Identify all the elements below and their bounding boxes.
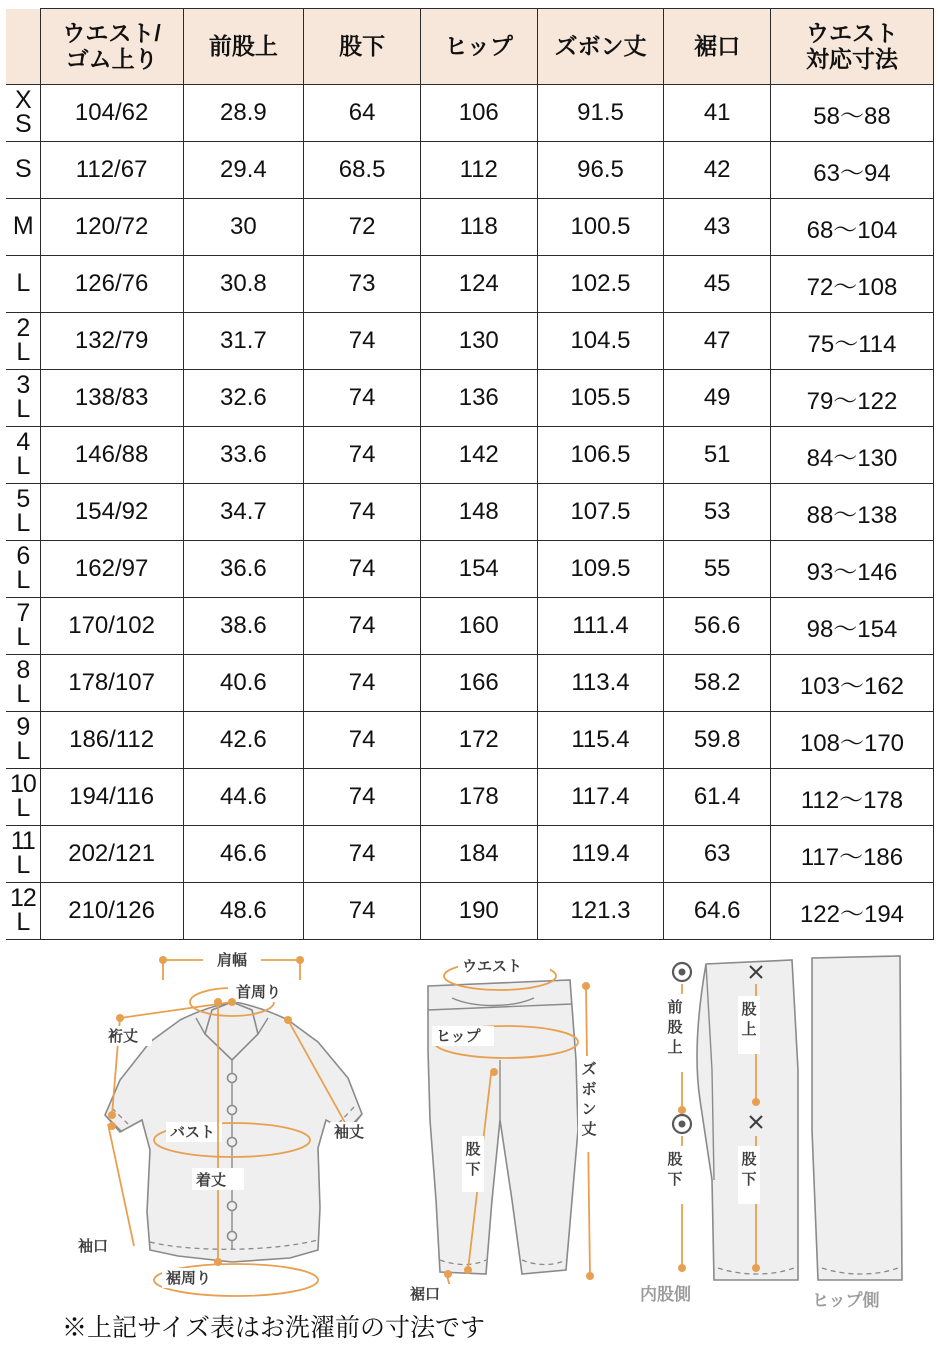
label-front-inseam-2: 下 xyxy=(667,1171,683,1188)
cell-corresponding-waist: 93〜146 xyxy=(770,541,933,598)
size-label-line: S xyxy=(15,110,31,138)
cell-waist: 146/88 xyxy=(40,427,183,484)
table-row xyxy=(6,313,934,370)
crotch-figure xyxy=(640,956,902,1310)
cell-pants-length: 119.4 xyxy=(537,826,664,883)
cell-hem: 63 xyxy=(664,826,771,883)
table-row xyxy=(6,712,934,769)
cell-pants-length: 102.5 xyxy=(537,256,664,313)
column-header-front-rise xyxy=(183,9,304,85)
cell-front-rise: 30 xyxy=(183,199,304,256)
cell-front-rise: 36.6 xyxy=(183,541,304,598)
cell-inseam: 74 xyxy=(304,313,421,370)
label-pants-waist: ウエスト xyxy=(462,958,523,975)
size-label-cell xyxy=(6,85,40,142)
cell-waist: 202/121 xyxy=(40,826,183,883)
cell-hem: 58.2 xyxy=(664,655,771,712)
table-row xyxy=(6,370,934,427)
cell-corresponding-waist: 84〜130 xyxy=(770,427,933,484)
table-row xyxy=(6,883,934,940)
cell-corresponding-waist: 68〜104 xyxy=(770,199,933,256)
header-line: ヒップ xyxy=(444,32,513,59)
table-row xyxy=(6,256,934,313)
label-body-length: 着丈 xyxy=(196,1172,227,1189)
cell-waist: 162/97 xyxy=(40,541,183,598)
column-header-waist xyxy=(40,9,183,85)
cell-front-rise: 42.6 xyxy=(183,712,304,769)
size-label-line: 7 xyxy=(16,599,30,628)
cell-pants-length: 113.4 xyxy=(537,655,664,712)
cell-front-rise: 48.6 xyxy=(183,883,304,940)
size-label-line: 3 xyxy=(16,371,30,400)
cell-hip: 190 xyxy=(420,883,537,940)
label-pants-length-4: 丈 xyxy=(581,1121,597,1138)
cell-inseam: 68.5 xyxy=(304,142,421,199)
cell-pants-length: 106.5 xyxy=(537,427,664,484)
cell-inseam: 73 xyxy=(304,256,421,313)
label-cuff: 袖口 xyxy=(78,1238,109,1255)
cell-hip: 112 xyxy=(420,142,537,199)
size-label-line: 2 xyxy=(16,314,30,343)
size-label-line: X xyxy=(15,86,31,115)
figures-svg xyxy=(0,950,940,1350)
cell-corresponding-waist: 88〜138 xyxy=(770,484,933,541)
header-line: 前股上 xyxy=(208,32,278,59)
cell-inseam: 74 xyxy=(304,655,421,712)
cell-hem: 41 xyxy=(664,85,771,142)
table-row xyxy=(6,199,934,256)
header-line: 股下 xyxy=(339,32,386,59)
cell-waist: 186/112 xyxy=(40,712,183,769)
cell-inseam: 74 xyxy=(304,541,421,598)
header-line: 対応寸法 xyxy=(805,45,898,72)
cell-inseam: 74 xyxy=(304,883,421,940)
cell-pants-length: 107.5 xyxy=(537,484,664,541)
cell-waist: 120/72 xyxy=(40,199,183,256)
table-body xyxy=(6,85,934,940)
cell-corresponding-waist: 112〜178 xyxy=(770,769,933,826)
cell-corresponding-waist: 98〜154 xyxy=(770,598,933,655)
cell-hip: 178 xyxy=(420,769,537,826)
size-label-line: L xyxy=(16,623,30,651)
size-label-cell xyxy=(6,313,40,370)
label-bust: バスト xyxy=(170,1124,216,1141)
size-label-line: L xyxy=(16,509,30,537)
size-label-cell xyxy=(6,199,40,256)
cell-hem: 51 xyxy=(664,427,771,484)
size-label-line: 10 xyxy=(9,770,36,799)
label-pants-length-1: ズ xyxy=(581,1061,597,1078)
size-label-cell xyxy=(6,769,40,826)
label-pants-length-2: ボ xyxy=(581,1081,597,1098)
size-label-line: L xyxy=(16,908,30,936)
cell-inseam: 74 xyxy=(304,484,421,541)
table-row xyxy=(6,655,934,712)
label-pants-length-3: ン xyxy=(581,1101,597,1118)
cell-front-rise: 38.6 xyxy=(183,598,304,655)
cell-inseam: 64 xyxy=(304,85,421,142)
pre-wash-note: ※上記サイズ表はお洗濯前の寸法です xyxy=(62,1314,486,1342)
cell-pants-length: 96.5 xyxy=(537,142,664,199)
cell-pants-length: 91.5 xyxy=(537,85,664,142)
size-label-line: L xyxy=(16,452,30,480)
cell-corresponding-waist: 75〜114 xyxy=(770,313,933,370)
table-row xyxy=(6,427,934,484)
column-header-hem xyxy=(664,9,771,85)
table-row xyxy=(6,598,934,655)
cell-corresponding-waist: 103〜162 xyxy=(770,655,933,712)
cell-front-rise: 30.8 xyxy=(183,256,304,313)
cell-hem: 47 xyxy=(664,313,771,370)
header-line: ウエスト/ xyxy=(62,19,161,46)
column-header-corresponding-waist xyxy=(770,9,933,85)
cell-waist: 194/116 xyxy=(40,769,183,826)
cell-corresponding-waist: 63〜94 xyxy=(770,142,933,199)
cell-inseam: 74 xyxy=(304,769,421,826)
size-label-line: 5 xyxy=(16,485,30,514)
cell-front-rise: 29.4 xyxy=(183,142,304,199)
cell-hip: 154 xyxy=(420,541,537,598)
table-row xyxy=(6,826,934,883)
cell-hip: 172 xyxy=(420,712,537,769)
cell-hip: 106 xyxy=(420,85,537,142)
size-label-cell xyxy=(6,484,40,541)
cell-waist: 154/92 xyxy=(40,484,183,541)
cell-pants-length: 100.5 xyxy=(537,199,664,256)
label-inseam-2: 下 xyxy=(741,1171,757,1188)
label-rise-2: 上 xyxy=(741,1021,757,1038)
cell-pants-length: 105.5 xyxy=(537,370,664,427)
cell-waist: 132/79 xyxy=(40,313,183,370)
size-label-line: L xyxy=(16,680,30,708)
cell-waist: 178/107 xyxy=(40,655,183,712)
size-label-line: L xyxy=(16,851,30,879)
size-label-line: M xyxy=(12,212,33,241)
cell-corresponding-waist: 122〜194 xyxy=(770,883,933,940)
cell-inseam: 74 xyxy=(304,598,421,655)
table-row xyxy=(6,541,934,598)
cell-pants-length: 121.3 xyxy=(537,883,664,940)
cell-corresponding-waist: 79〜122 xyxy=(770,370,933,427)
size-label-cell xyxy=(6,655,40,712)
size-label-line: 9 xyxy=(16,713,30,742)
cell-corresponding-waist: 58〜88 xyxy=(770,85,933,142)
cell-pants-length: 115.4 xyxy=(537,712,664,769)
cell-hip: 118 xyxy=(420,199,537,256)
header-line: 裾口 xyxy=(694,32,741,59)
cell-hem: 56.6 xyxy=(664,598,771,655)
cell-hem: 49 xyxy=(664,370,771,427)
pants-figure xyxy=(406,956,600,1304)
cell-front-rise: 44.6 xyxy=(183,769,304,826)
label-pants-inseam-1: 股 xyxy=(465,1141,481,1158)
cell-inseam: 74 xyxy=(304,826,421,883)
size-label-cell xyxy=(6,826,40,883)
size-label-cell xyxy=(6,598,40,655)
size-label-line: 12 xyxy=(9,884,36,913)
cell-corresponding-waist: 117〜186 xyxy=(770,826,933,883)
table-corner-cell xyxy=(6,9,40,85)
cell-inseam: 74 xyxy=(304,712,421,769)
cell-corresponding-waist: 72〜108 xyxy=(770,256,933,313)
label-sleeve: 袖丈 xyxy=(334,1124,365,1141)
cell-front-rise: 40.6 xyxy=(183,655,304,712)
size-table xyxy=(6,8,934,940)
label-front-rise-2: 股 xyxy=(667,1019,683,1036)
size-label-line: L xyxy=(16,737,30,765)
size-label-line: L xyxy=(16,338,30,366)
cell-hip: 148 xyxy=(420,484,537,541)
column-header-hip xyxy=(420,9,537,85)
cell-hem: 61.4 xyxy=(664,769,771,826)
label-pants-hip: ヒップ xyxy=(436,1028,481,1045)
size-label-line: 11 xyxy=(10,827,35,856)
cell-hip: 166 xyxy=(420,655,537,712)
label-pants-inseam-2: 下 xyxy=(465,1161,481,1178)
size-label-line: S xyxy=(15,155,31,184)
cell-inseam: 72 xyxy=(304,199,421,256)
label-yuki: 裄丈 xyxy=(108,1028,139,1045)
label-front-inseam-1: 股 xyxy=(667,1151,683,1168)
label-pants-hem: 裾口 xyxy=(410,1286,441,1303)
size-label-cell xyxy=(6,541,40,598)
cell-hem: 59.8 xyxy=(664,712,771,769)
cell-inseam: 74 xyxy=(304,370,421,427)
cell-front-rise: 46.6 xyxy=(183,826,304,883)
header-line: ズボン丈 xyxy=(554,32,647,59)
cell-hem: 53 xyxy=(664,484,771,541)
label-inner-side: 内股側 xyxy=(640,1285,691,1304)
column-header-pants-length xyxy=(537,9,664,85)
jacket-figure xyxy=(74,950,386,1296)
cell-pants-length: 111.4 xyxy=(537,598,664,655)
cell-hip: 136 xyxy=(420,370,537,427)
size-label-line: L xyxy=(16,566,30,594)
header-line: ゴム上り xyxy=(65,45,158,72)
table-row xyxy=(6,85,934,142)
cell-waist: 126/76 xyxy=(40,256,183,313)
table-row xyxy=(6,484,934,541)
cell-corresponding-waist: 108〜170 xyxy=(770,712,933,769)
cell-pants-length: 117.4 xyxy=(537,769,664,826)
cell-waist: 170/102 xyxy=(40,598,183,655)
label-rise-1: 股 xyxy=(741,1001,757,1018)
cell-hip: 160 xyxy=(420,598,537,655)
size-label-cell xyxy=(6,256,40,313)
size-label-cell xyxy=(6,427,40,484)
table-header xyxy=(6,9,934,85)
cell-hem: 43 xyxy=(664,199,771,256)
size-label-line: 4 xyxy=(16,428,30,457)
label-hip-side: ヒップ側 xyxy=(812,1291,880,1310)
cell-hip: 130 xyxy=(420,313,537,370)
measurement-figures xyxy=(0,950,940,1350)
cell-front-rise: 31.7 xyxy=(183,313,304,370)
label-shoulder: 肩幅 xyxy=(216,952,248,969)
cell-hem: 45 xyxy=(664,256,771,313)
table-row xyxy=(6,142,934,199)
cell-front-rise: 32.6 xyxy=(183,370,304,427)
size-label-cell xyxy=(6,712,40,769)
cell-waist: 104/62 xyxy=(40,85,183,142)
label-inseam-1: 股 xyxy=(741,1151,757,1168)
label-front-rise-1: 前 xyxy=(667,999,683,1016)
cell-hem: 55 xyxy=(664,541,771,598)
cell-hip: 184 xyxy=(420,826,537,883)
cell-front-rise: 34.7 xyxy=(183,484,304,541)
size-label-line: L xyxy=(16,269,30,298)
table-row xyxy=(6,769,934,826)
cell-hip: 142 xyxy=(420,427,537,484)
size-label-cell xyxy=(6,142,40,199)
table-header-row xyxy=(6,9,934,85)
size-label-line: 8 xyxy=(16,656,30,685)
cell-pants-length: 104.5 xyxy=(537,313,664,370)
column-header-inseam xyxy=(304,9,421,85)
size-label-line: L xyxy=(16,395,30,423)
size-label-line: 6 xyxy=(16,542,30,571)
cell-pants-length: 109.5 xyxy=(537,541,664,598)
size-label-cell xyxy=(6,883,40,940)
cell-inseam: 74 xyxy=(304,427,421,484)
label-front-rise-3: 上 xyxy=(667,1039,683,1056)
cell-waist: 138/83 xyxy=(40,370,183,427)
label-hem-round: 裾周り xyxy=(166,1270,212,1287)
header-line: ウエスト xyxy=(805,19,898,46)
cell-hem: 64.6 xyxy=(664,883,771,940)
size-label-cell xyxy=(6,370,40,427)
cell-hip: 124 xyxy=(420,256,537,313)
cell-waist: 210/126 xyxy=(40,883,183,940)
cell-waist: 112/67 xyxy=(40,142,183,199)
cell-front-rise: 28.9 xyxy=(183,85,304,142)
size-label-line: L xyxy=(16,794,30,822)
cell-hem: 42 xyxy=(664,142,771,199)
cell-front-rise: 33.6 xyxy=(183,427,304,484)
label-neck: 首周り xyxy=(236,984,282,1001)
